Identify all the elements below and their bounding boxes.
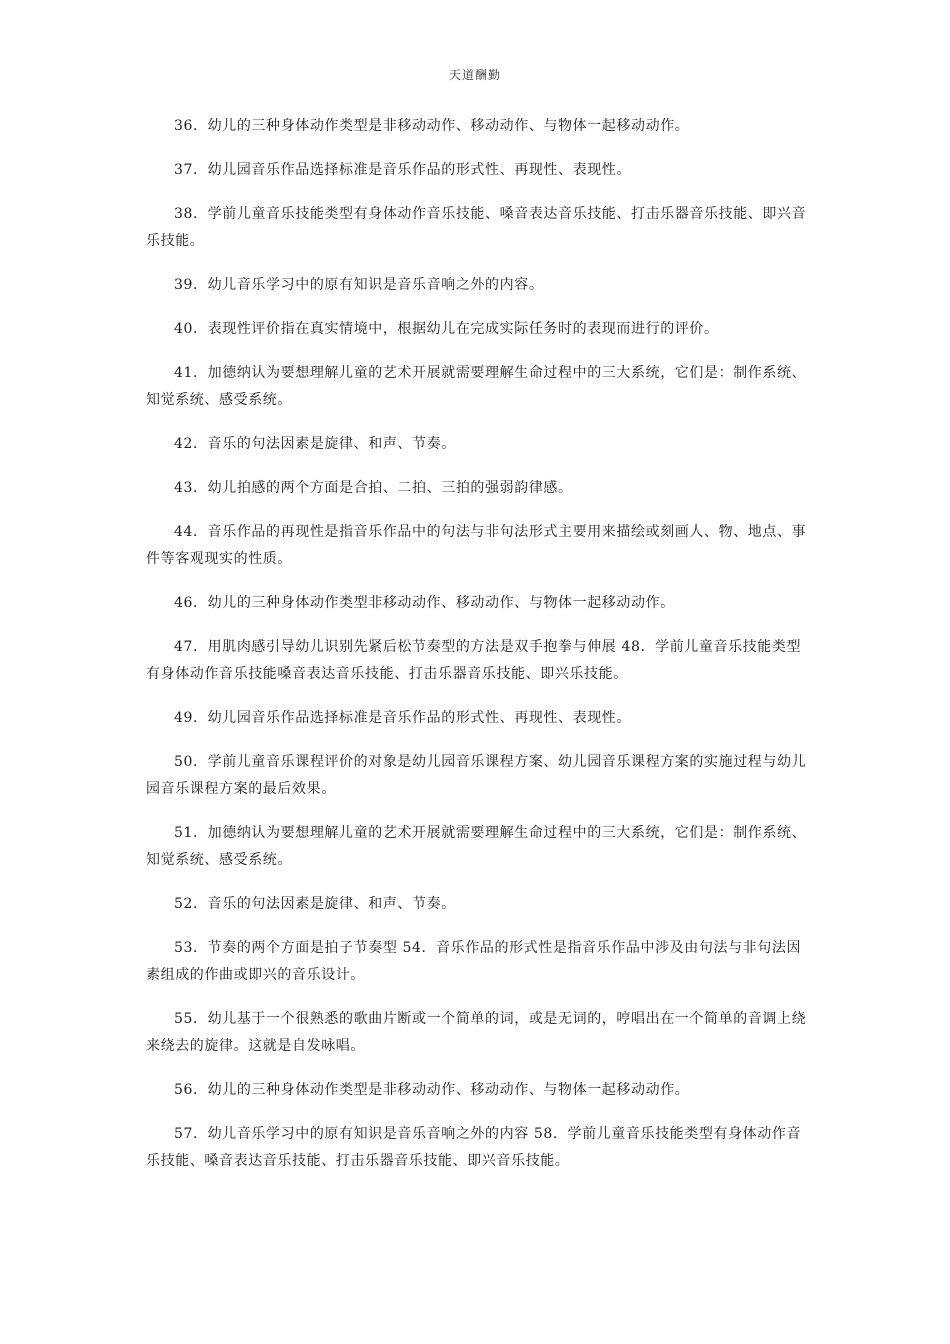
- page-header: 天道酬勤: [448, 68, 501, 82]
- paragraph-57-58: 57．幼儿音乐学习中的原有知识是音乐音响之外的内容 58．学前儿童音乐技能类型有身体动作音乐技能、嗓音表达音乐技能、打击乐器音乐技能、即兴音乐技能。: [146, 1126, 802, 1169]
- paragraph-42: 42．音乐的句法因素是旋律、和声、节奏。: [174, 436, 456, 452]
- paragraph-47-48: 47．用肌肉感引导幼儿识别先紧后松节奏型的方法是双手抱拳与伸展 48．学前儿童音乐技能类型有身体动作音乐技能嗓音表达音乐技能、打击乐器音乐技能、即兴乐技能。: [146, 639, 802, 682]
- document-body: [146, 113, 814, 1192]
- paragraph-55: 55．幼儿基于一个很熟悉的歌曲片断或一个简单的词，或是无词的，哼唱出在一个简单的音调上绕来绕去的旋律。这就是自发咏唱。: [146, 1011, 807, 1054]
- paragraph-41: 41．加德纳认为要想理解儿童的艺术开展就需要理解生命过程中的三大系统，它们是：制作系统、知觉系统、感受系统。: [146, 365, 807, 408]
- paragraph-44: 44．音乐作品的再现性是指音乐作品中的句法与非句法形式主要用来描绘或刻画人、物、地点、事件等客观现实的性质。: [146, 524, 807, 567]
- paragraph-46: 46．幼儿的三种身体动作类型非移动动作、移动动作、与物体一起移动动作。: [174, 595, 675, 611]
- paragraph-51: 51．加德纳认为要想理解儿童的艺术开展就需要理解生命过程中的三大系统，它们是：制作系统、知觉系统、感受系统。: [146, 825, 807, 868]
- paragraph-43: 43．幼儿拍感的两个方面是合拍、二拍、三拍的强弱韵律感。: [174, 480, 573, 496]
- paragraph-39: 39．幼儿音乐学习中的原有知识是音乐音响之外的内容。: [174, 277, 544, 293]
- paragraph-56: 56．幼儿的三种身体动作类型是非移动动作、移动动作、与物体一起移动动作。: [174, 1082, 690, 1098]
- paragraph-53-54: 53．节奏的两个方面是拍子节奏型 54．音乐作品的形式性是指音乐作品中涉及由句法与非句法因素组成的作曲或即兴的音乐设计。: [146, 940, 802, 983]
- paragraph-40: 40．表现性评价指在真实情境中，根据幼儿在完成实际任务时的表现而进行的评价。: [174, 321, 719, 337]
- paragraph-49: 49．幼儿园音乐作品选择标准是音乐作品的形式性、再现性、表现性。: [174, 710, 632, 726]
- paragraph-50: 50．学前儿童音乐课程评价的对象是幼儿园音乐课程方案、幼儿园音乐课程方案的实施过程与幼儿园音乐课程方案的最后效果。: [146, 754, 807, 797]
- paragraph-36: 36．幼儿的三种身体动作类型是非移动动作、移动动作、与物体一起移动动作。: [174, 118, 690, 134]
- paragraph-38: 38．学前儿童音乐技能类型有身体动作音乐技能、嗓音表达音乐技能、打击乐器音乐技能、即兴音乐技能。: [146, 206, 807, 249]
- paragraph-52: 52．音乐的句法因素是旋律、和声、节奏。: [174, 896, 456, 912]
- paragraph-37: 37．幼儿园音乐作品选择标准是音乐作品的形式性、再现性、表现性。: [174, 162, 632, 178]
